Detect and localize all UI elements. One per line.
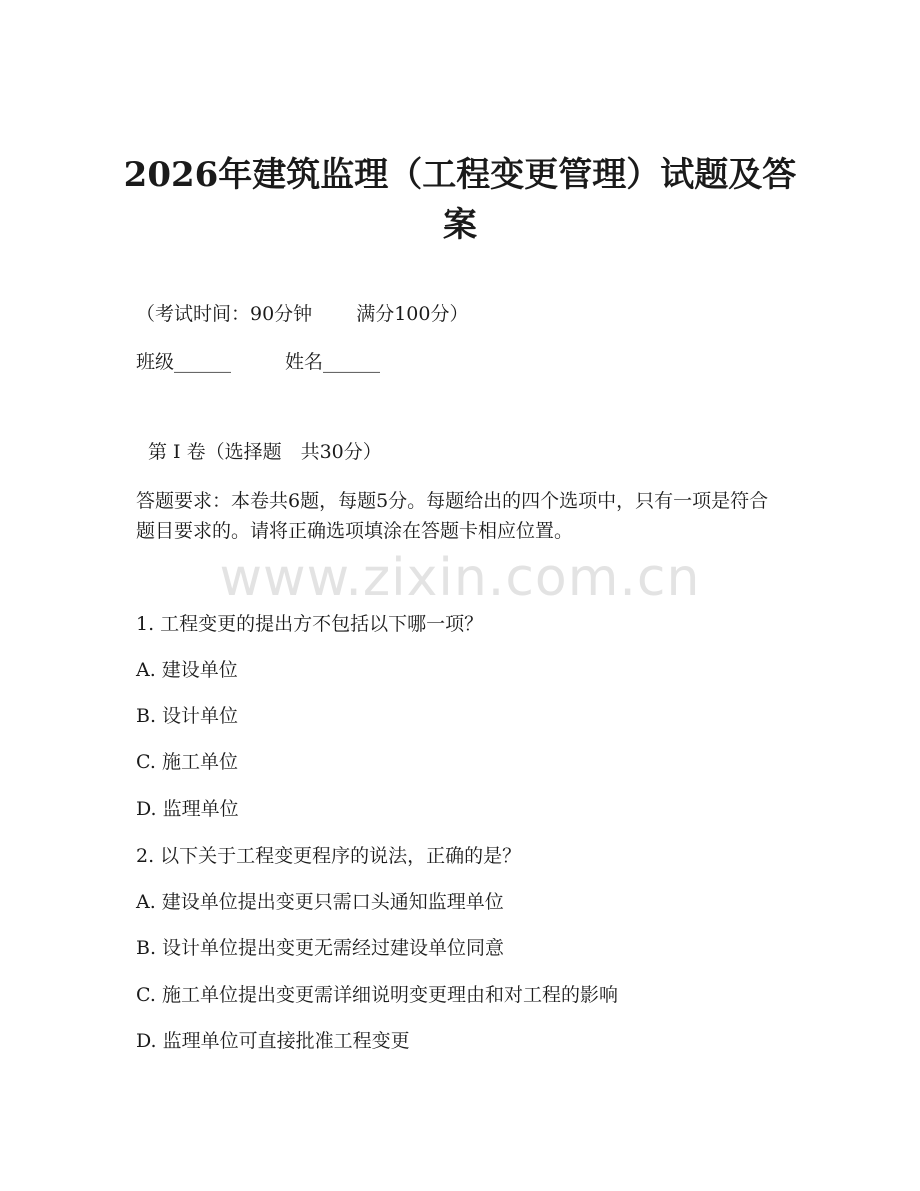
question-option: D. 监理单位 bbox=[136, 798, 239, 820]
question-option: B. 设计单位 bbox=[136, 705, 239, 727]
question-stem: 1. 工程变更的提出方不包括以下哪一项？ bbox=[136, 613, 484, 635]
exam-time: （考试时间：90分钟 bbox=[136, 303, 313, 325]
class-field: 班级______ bbox=[136, 351, 232, 373]
student-info bbox=[136, 348, 380, 376]
question-option: A. 建设单位提出变更只需口头通知监理单位 bbox=[136, 891, 504, 913]
section-instructions: 答题要求：本卷共6题，每题5分。每题给出的四个选项中，只有一项是符合题目要求的。请将正确选项填涂在答题卡相应位置。 bbox=[136, 490, 769, 542]
document-title: 2026年建筑监理（工程变更管理）试题及答案 bbox=[123, 155, 797, 245]
question-option: D. 监理单位可直接批准工程变更 bbox=[136, 1030, 410, 1052]
watermark: www.zixin.com.cn bbox=[219, 548, 701, 608]
name-field: 姓名______ bbox=[285, 351, 381, 373]
section-heading: 第 I 卷（选择题 共30分） bbox=[148, 441, 382, 463]
question-option: C. 施工单位提出变更需详细说明变更理由和对工程的影响 bbox=[136, 984, 618, 1006]
exam-info bbox=[136, 300, 468, 328]
question-option: C. 施工单位 bbox=[136, 751, 238, 773]
question-option: B. 设计单位提出变更无需经过建设单位同意 bbox=[136, 937, 505, 959]
exam-score: 满分100分） bbox=[356, 303, 469, 325]
question-stem: 2. 以下关于工程变更程序的说法，正确的是？ bbox=[136, 845, 522, 867]
question-option: A. 建设单位 bbox=[136, 659, 238, 681]
